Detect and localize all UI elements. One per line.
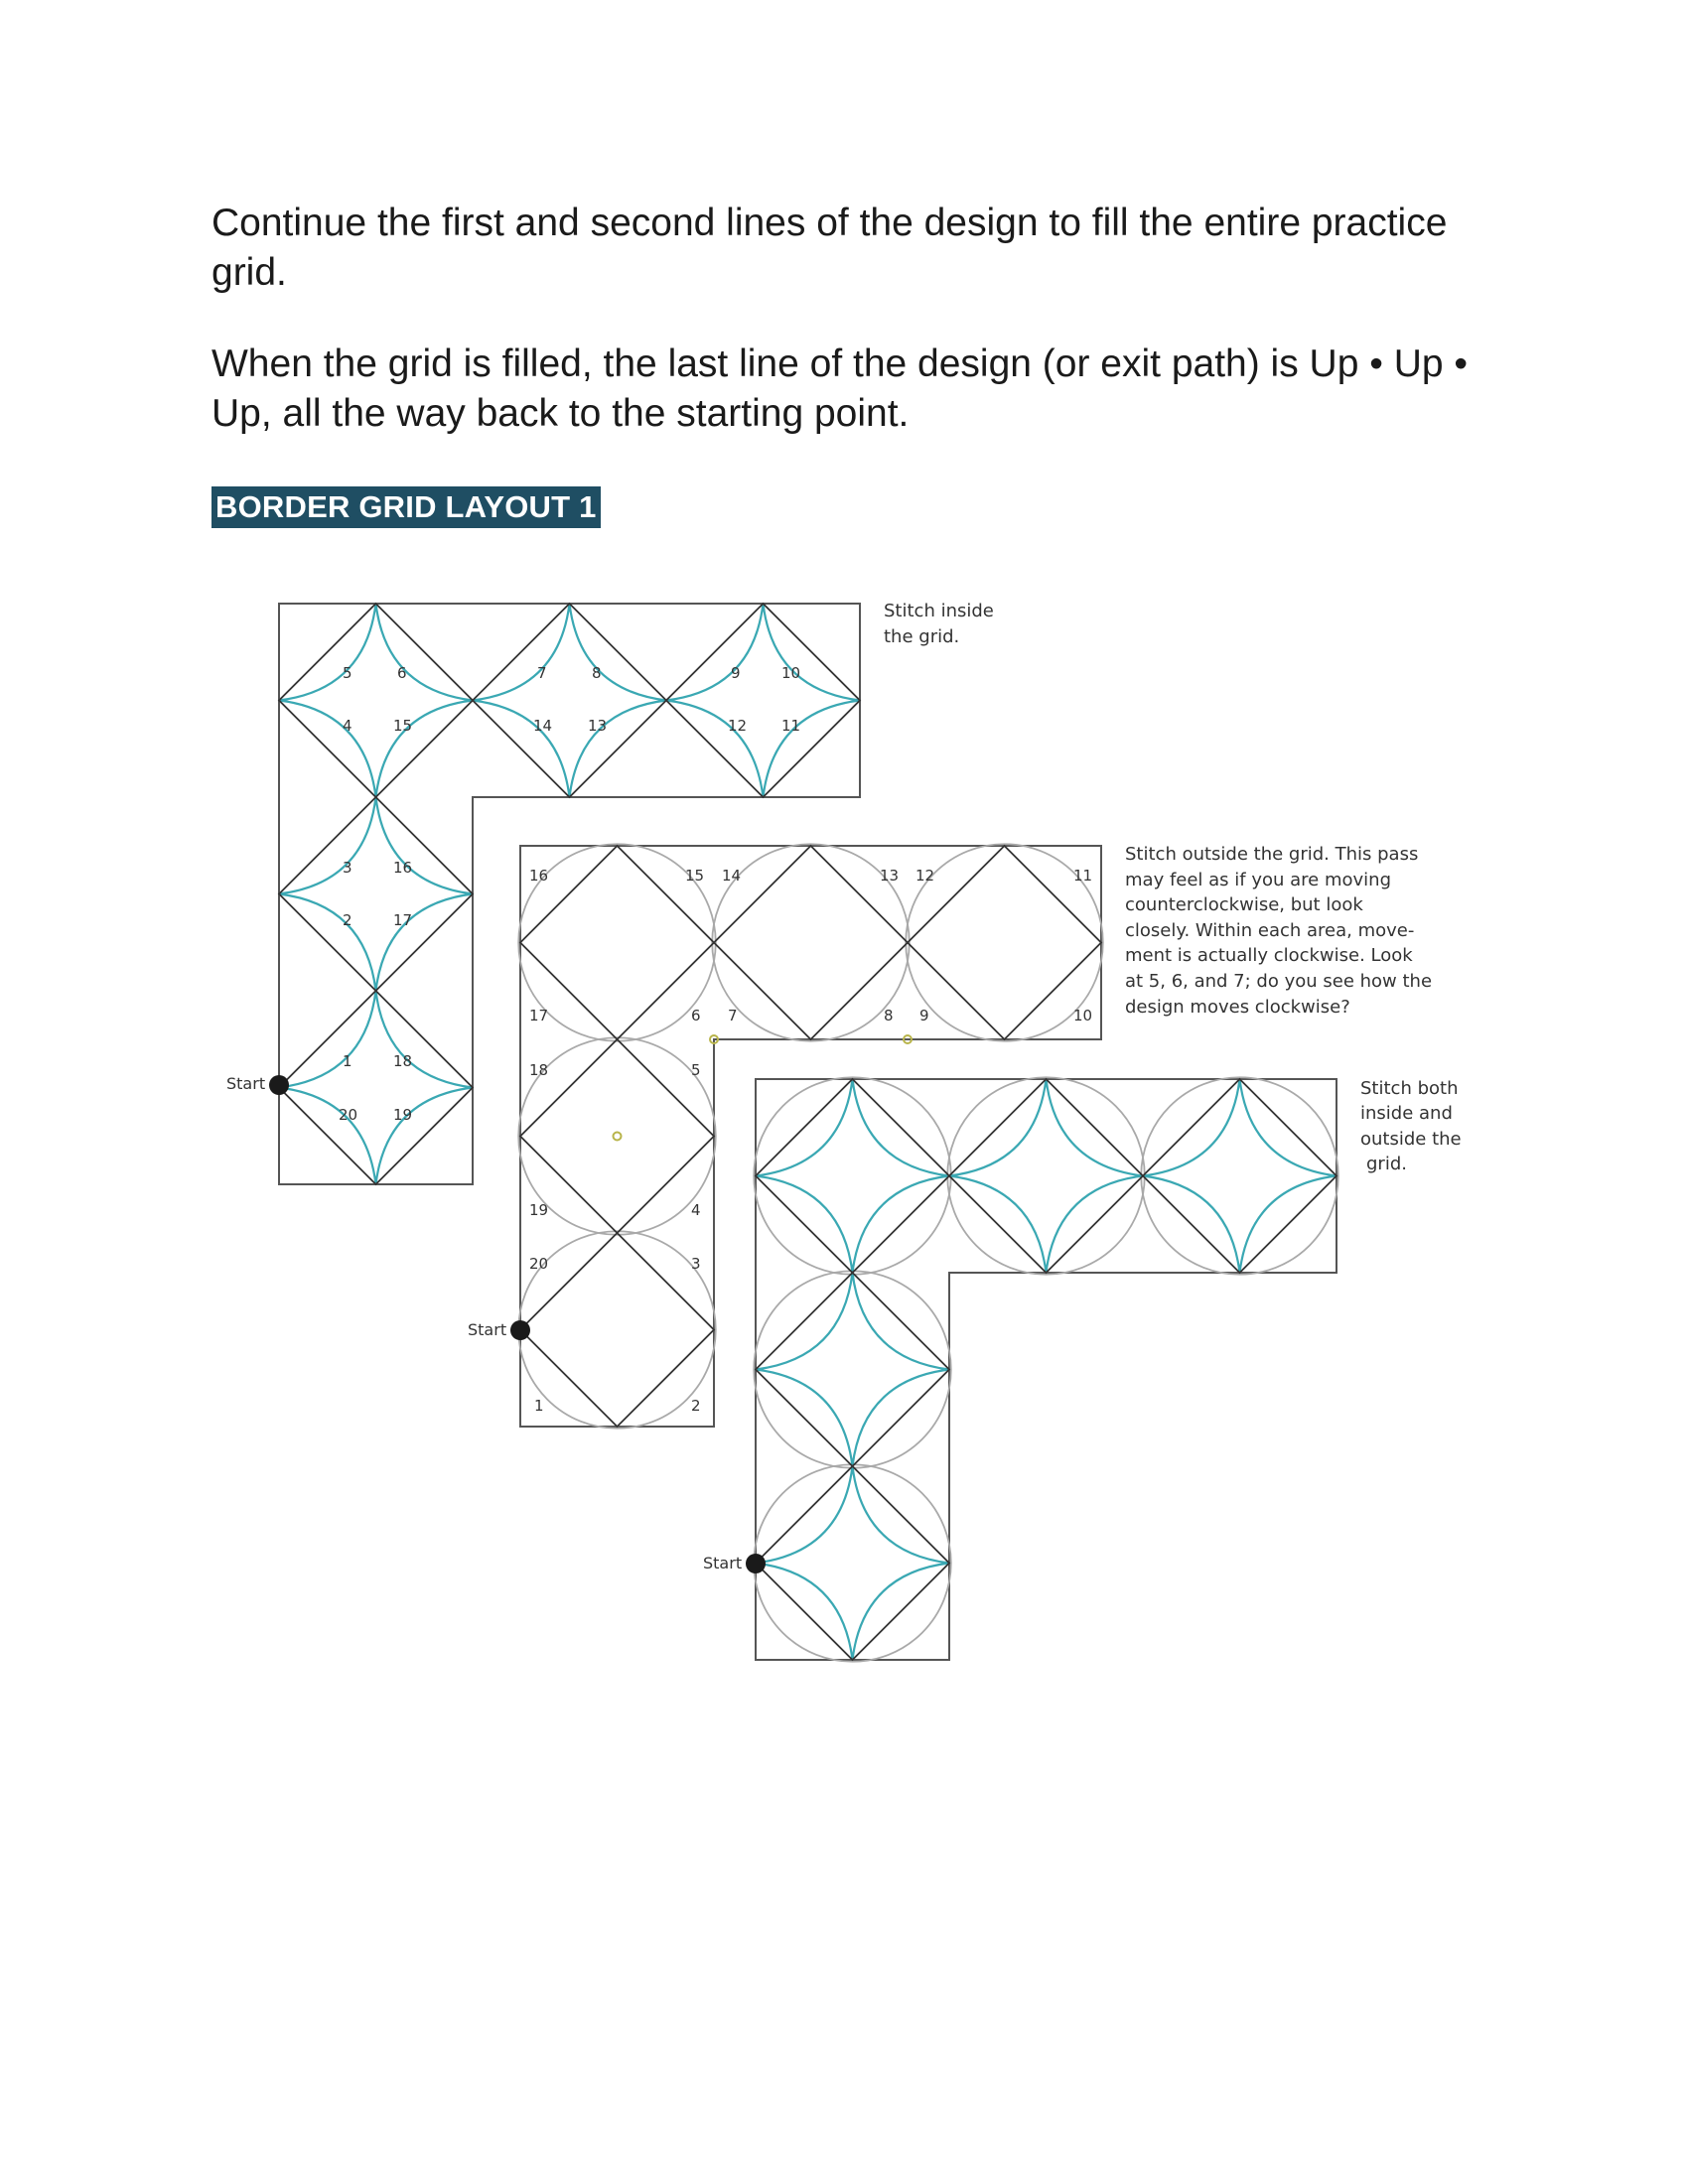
d1-num: 2 (343, 911, 352, 929)
diamond-line (714, 846, 908, 1039)
outside-arc-motif (754, 1464, 951, 1662)
section-heading: BORDER GRID LAYOUT 1 (211, 486, 601, 528)
d1-num: 1 (343, 1052, 352, 1070)
d2-num: 13 (880, 867, 900, 885)
diagram2-start-label: Start (468, 1320, 507, 1339)
d2-num: 4 (691, 1201, 701, 1219)
d2-num: 12 (915, 867, 935, 885)
inside-arc-motif (473, 604, 666, 797)
d1-num: 12 (728, 717, 748, 735)
diamond-line (1143, 1079, 1336, 1273)
d1-num: 11 (781, 717, 801, 735)
d1-num: 9 (731, 664, 741, 682)
diagram3-note-line4: grid. (1366, 1154, 1407, 1174)
d2-num: 20 (529, 1255, 549, 1273)
d2-num: 11 (1073, 867, 1093, 885)
diamond-line (520, 1233, 714, 1427)
d1-num: 8 (592, 664, 602, 682)
d1-num: 5 (343, 664, 352, 682)
d1-num: 7 (537, 664, 547, 682)
d1-num: 17 (393, 911, 413, 929)
d1-num: 18 (393, 1052, 413, 1070)
diamond-line (756, 1079, 949, 1273)
d1-num: 4 (343, 717, 352, 735)
d2-num: 16 (529, 867, 549, 885)
diagram3-start-marker (746, 1554, 766, 1573)
d2-num: 14 (722, 867, 742, 885)
diamond-line (473, 604, 666, 797)
d1-num: 13 (588, 717, 608, 735)
inside-arc-motif (756, 1273, 949, 1466)
diamond-line (279, 797, 473, 991)
d2-num: 6 (691, 1007, 701, 1024)
diagram3-start-label: Start (703, 1554, 743, 1572)
diagram2-note-line1: Stitch outside the grid. This pass (1125, 844, 1419, 865)
inside-arc-motif (279, 604, 473, 797)
d2-num: 19 (529, 1201, 549, 1219)
diagram2-note-line4: closely. Within each area, move- (1125, 920, 1415, 941)
d1-num: 14 (533, 717, 553, 735)
inside-arc-motif (279, 991, 473, 1184)
d2-num: 3 (691, 1255, 701, 1273)
diamond-line (520, 1039, 714, 1233)
diagram2-note-line5: ment is actually clockwise. Look (1125, 945, 1413, 966)
diagram1-start-marker (269, 1075, 289, 1095)
diagram2-start-marker (510, 1320, 530, 1340)
diamond-line (908, 846, 1101, 1039)
diamond-line (279, 991, 473, 1184)
d1-num: 16 (393, 859, 413, 877)
diamond-line (666, 604, 860, 797)
inside-arc-motif (949, 1079, 1143, 1273)
diagram3-note-line1: Stitch both (1360, 1078, 1459, 1099)
d1-num: 19 (393, 1106, 413, 1124)
d2-num: 8 (884, 1007, 894, 1024)
d2-num: 10 (1073, 1007, 1093, 1024)
d2-num: 15 (685, 867, 705, 885)
d2-num: 9 (919, 1007, 929, 1024)
d1-num: 10 (781, 664, 801, 682)
outside-arc-motif (947, 1077, 1145, 1275)
junction-highlight (614, 1133, 622, 1141)
diagram1-note-line2: the grid. (884, 626, 960, 647)
diagram2-note-line6: at 5, 6, and 7; do you see how the (1125, 971, 1433, 992)
d1-num: 15 (393, 717, 413, 735)
diamond-line (756, 1466, 949, 1660)
diagram1-start-label: Start (226, 1074, 266, 1093)
diagram2-note-line2: may feel as if you are moving (1125, 870, 1391, 890)
d1-num: 20 (339, 1106, 358, 1124)
grid-outline (756, 1079, 1336, 1660)
instruction-paragraph-1: Continue the first and second lines of the design to fill the entire practice grid. (211, 202, 1448, 294)
inside-arc-motif (756, 1079, 949, 1273)
inside-arc-motif (666, 604, 860, 797)
d2-num: 18 (529, 1061, 549, 1079)
diagram2-note-line7: design moves clockwise? (1125, 997, 1350, 1018)
grid-outline (520, 846, 1101, 1427)
outside-arc-motif (754, 1271, 951, 1468)
instruction-paragraph-2: When the grid is filled, the last line of the design (or exit path) is Up • Up • Up, all the way back to the starting point. (211, 342, 1469, 435)
d2-num: 5 (691, 1061, 701, 1079)
d2-num: 17 (529, 1007, 549, 1024)
d2-num: 1 (534, 1397, 544, 1415)
diagram3-note-line3: outside the (1360, 1129, 1462, 1150)
d1-num: 6 (397, 664, 407, 682)
diamond-line (949, 1079, 1143, 1273)
d1-num: 3 (343, 859, 352, 877)
outside-arc-motif (1141, 1077, 1338, 1275)
d2-num: 2 (691, 1397, 701, 1415)
diagram3-note-line2: inside and (1360, 1103, 1453, 1124)
diamond-line (756, 1273, 949, 1466)
outside-arc-motif (754, 1077, 951, 1275)
diagram1-note-line1: Stitch inside (884, 601, 994, 621)
inside-arc-motif (279, 797, 473, 991)
diagram2-note-line3: counterclockwise, but look (1125, 894, 1363, 915)
inside-arc-motif (1143, 1079, 1336, 1273)
inside-arc-motif (756, 1466, 949, 1660)
diamond-line (279, 604, 473, 797)
d2-num: 7 (728, 1007, 738, 1024)
